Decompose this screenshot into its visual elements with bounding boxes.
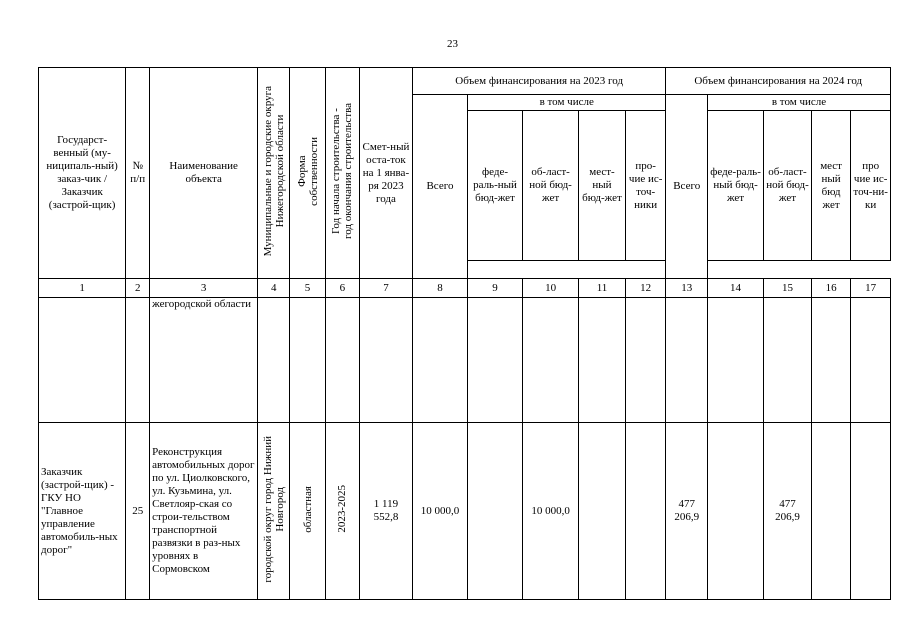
header-total-2023: Всего xyxy=(412,95,467,279)
row-other-2024 xyxy=(851,423,891,600)
column-number: 14 xyxy=(707,279,763,298)
header-federal-2023: феде-раль-ный бюд-жет xyxy=(467,111,522,261)
header-years xyxy=(325,68,359,279)
cell xyxy=(126,298,150,423)
row-regional-2024: 477 206,9 xyxy=(764,423,812,600)
header-regional-2024: об-ласт-ной бюд-жет xyxy=(764,111,812,261)
column-number: 3 xyxy=(150,279,258,298)
cell xyxy=(412,298,467,423)
column-number: 2 xyxy=(126,279,150,298)
header-municipality-line1: Муниципальные и городские округа xyxy=(261,85,274,257)
column-number: 7 xyxy=(359,279,412,298)
financing-table xyxy=(38,67,891,600)
header-estimate: Смет-ный оста-ток на 1 янва-ря 2023 года xyxy=(359,68,412,279)
cell xyxy=(851,298,891,423)
row-estimate: 1 119 552,8 xyxy=(359,423,412,600)
column-number: 10 xyxy=(523,279,579,298)
header-funding-2024: Объем финансирования на 2024 год xyxy=(666,68,891,95)
row-other-2023 xyxy=(625,423,666,600)
cell xyxy=(359,298,412,423)
cell xyxy=(625,298,666,423)
column-number: 1 xyxy=(39,279,126,298)
column-number: 13 xyxy=(666,279,708,298)
header-including-2023: в том числе xyxy=(467,95,665,111)
row-municipality-line2: Новгород xyxy=(273,486,286,532)
cell xyxy=(579,298,626,423)
row-ownership xyxy=(290,423,325,600)
header-funding-2023: Объем финансирования на 2023 год xyxy=(412,68,666,95)
header-local-2023: мест-ный бюд-жет xyxy=(579,111,626,261)
cell xyxy=(523,298,579,423)
cell xyxy=(325,298,359,423)
cell xyxy=(39,298,126,423)
header-ownership xyxy=(290,68,325,279)
column-number-row xyxy=(39,279,891,298)
cell xyxy=(811,298,850,423)
row-ownership-text: областная xyxy=(301,485,314,533)
cell xyxy=(467,298,522,423)
row-federal-2023 xyxy=(467,423,522,600)
header-other-2023: про-чие ис-точ-ники xyxy=(625,111,666,261)
header-regional-2023: об-ласт-ной бюд-жет xyxy=(523,111,579,261)
header-other-2024: про чие ис-точ-ни-ки xyxy=(851,111,891,261)
column-number: 16 xyxy=(811,279,850,298)
row-object-name: Реконструкция автомобильных дорог по ул. Циолковского, ул. Кузьмина, ул. Светлояр-ская со строи-тельством транспортной развязки в раз-ных уровнях в Сормовском xyxy=(150,423,258,600)
row-local-2024 xyxy=(811,423,850,600)
row-local-2023 xyxy=(579,423,626,600)
table-row xyxy=(39,423,891,600)
row-municipality xyxy=(258,423,290,600)
row-municipality-line1: городской округ город Нижний xyxy=(261,435,274,583)
header-federal-2024: феде-раль-ный бюд-жет xyxy=(707,111,763,261)
header-municipality-line2: Нижегородской области xyxy=(273,114,286,228)
page-number: 23 xyxy=(447,38,458,50)
column-number: 6 xyxy=(325,279,359,298)
header-years-line1: Год начала строительства - xyxy=(330,108,343,234)
row-num: 25 xyxy=(126,423,150,600)
cell xyxy=(707,298,763,423)
row-years xyxy=(325,423,359,600)
column-number: 4 xyxy=(258,279,290,298)
row-years-text: 2023-2025 xyxy=(336,485,349,533)
header-ownership-line2: собственности xyxy=(307,136,320,206)
row-regional-2023: 10 000,0 xyxy=(523,423,579,600)
header-object-name: Наименование объекта xyxy=(150,68,258,279)
row-total-2023: 10 000,0 xyxy=(412,423,467,600)
row-total-2024: 477 206,9 xyxy=(666,423,708,600)
cell xyxy=(666,298,708,423)
column-number: 5 xyxy=(290,279,325,298)
cell xyxy=(764,298,812,423)
column-number: 8 xyxy=(412,279,467,298)
row-federal-2024 xyxy=(707,423,763,600)
cell xyxy=(258,298,290,423)
header-local-2024: мест ный бюд жет xyxy=(811,111,850,261)
column-number: 17 xyxy=(851,279,891,298)
header-total-2024: Всего xyxy=(666,95,708,279)
header-municipality xyxy=(258,68,290,279)
column-number: 15 xyxy=(764,279,812,298)
continuation-row xyxy=(39,298,891,423)
header-ownership-line1: Форма xyxy=(295,155,308,187)
column-number: 11 xyxy=(579,279,626,298)
cell xyxy=(290,298,325,423)
row-customer: Заказчик (застрой-щик) - ГКУ НО "Главное управление автомобиль-ных дорог" xyxy=(39,423,126,600)
header-years-line2: год окончания строительства xyxy=(342,103,355,239)
column-number: 12 xyxy=(625,279,666,298)
column-number: 9 xyxy=(467,279,522,298)
header-customer: Государст-венный (му-ниципаль-ный) заказ-чик / Заказчик (застрой-щик) xyxy=(39,68,126,279)
header-including-2024: в том числе xyxy=(707,95,890,111)
continuation-object-name: жегородской области xyxy=(150,298,258,423)
header-num: № п/п xyxy=(126,68,150,279)
